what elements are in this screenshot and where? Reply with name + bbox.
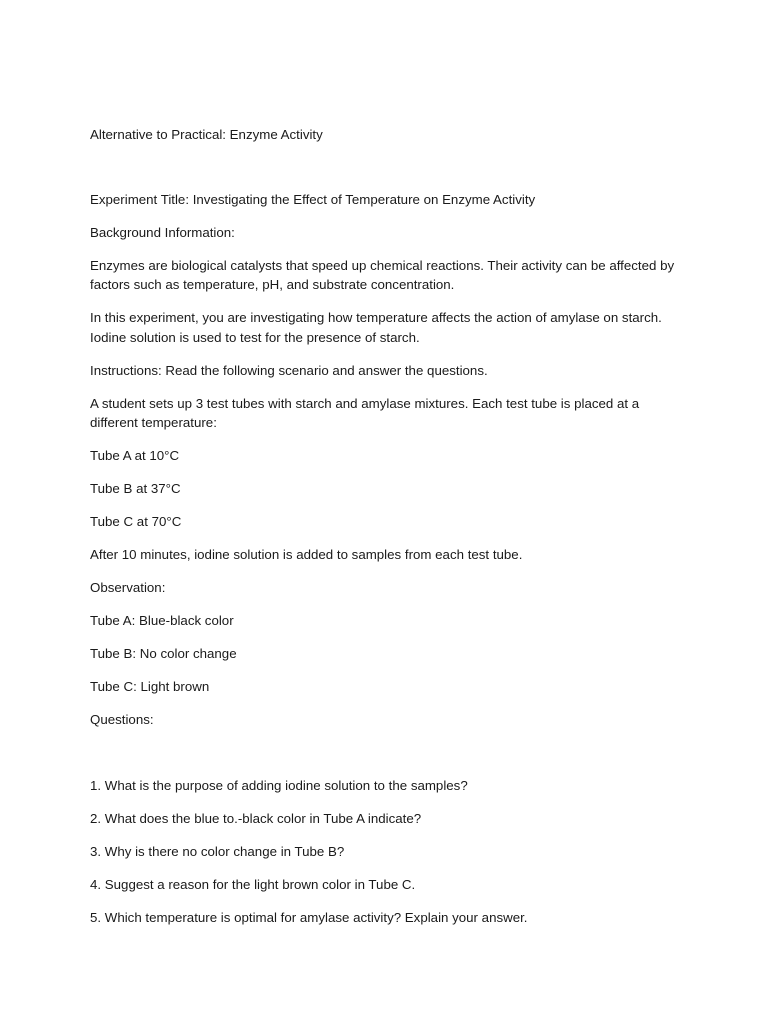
tube-item: Tube B at 37°C xyxy=(90,481,181,496)
observation-heading: Observation: xyxy=(90,580,166,595)
experiment-title: Experiment Title: Investigating the Effect of Temperature on Enzyme Activity xyxy=(90,191,536,207)
instructions-text: Instructions: Read the following scenario and answer the questions. xyxy=(90,362,488,378)
background-paragraph-2: In this experiment, you are investigating how temperature affects the action of amylase on starch. Iodine solution is used to test for the presence of starch. xyxy=(90,310,662,345)
document-page xyxy=(90,125,680,941)
tube-item: Tube A at 10°C xyxy=(90,448,180,463)
scenario-text: A student sets up 3 test tubes with starch and amylase mixtures. Each test tube is placed at a different temperature: xyxy=(90,395,640,430)
question-item: 2. What does the blue to.-black color in Tube A indicate? xyxy=(90,810,422,826)
after-text: After 10 minutes, iodine solution is added to samples from each test tube. xyxy=(90,547,523,562)
question-item: 3. Why is there no color change in Tube B? xyxy=(90,843,345,859)
question-item: 4. Suggest a reason for the light brown color in Tube C. xyxy=(90,876,416,892)
observation-item: Tube B: No color change xyxy=(90,646,237,661)
background-heading: Background Information: xyxy=(90,224,235,240)
observation-item: Tube C: Light brown xyxy=(90,679,210,694)
background-paragraph-1: Enzymes are biological catalysts that speed up chemical reactions. Their activity can be affected by factors such as temperature, pH, and substrate concentration. xyxy=(90,257,675,292)
document-title: Alternative to Practical: Enzyme Activity xyxy=(90,127,323,142)
question-item: 1. What is the purpose of adding iodine solution to the samples? xyxy=(90,777,468,793)
tube-item: Tube C at 70°C xyxy=(90,514,182,529)
observation-item: Tube A: Blue-black color xyxy=(90,613,234,628)
question-item: 5. Which temperature is optimal for amylase activity? Explain your answer. xyxy=(90,909,528,925)
questions-heading: Questions: xyxy=(90,712,154,727)
